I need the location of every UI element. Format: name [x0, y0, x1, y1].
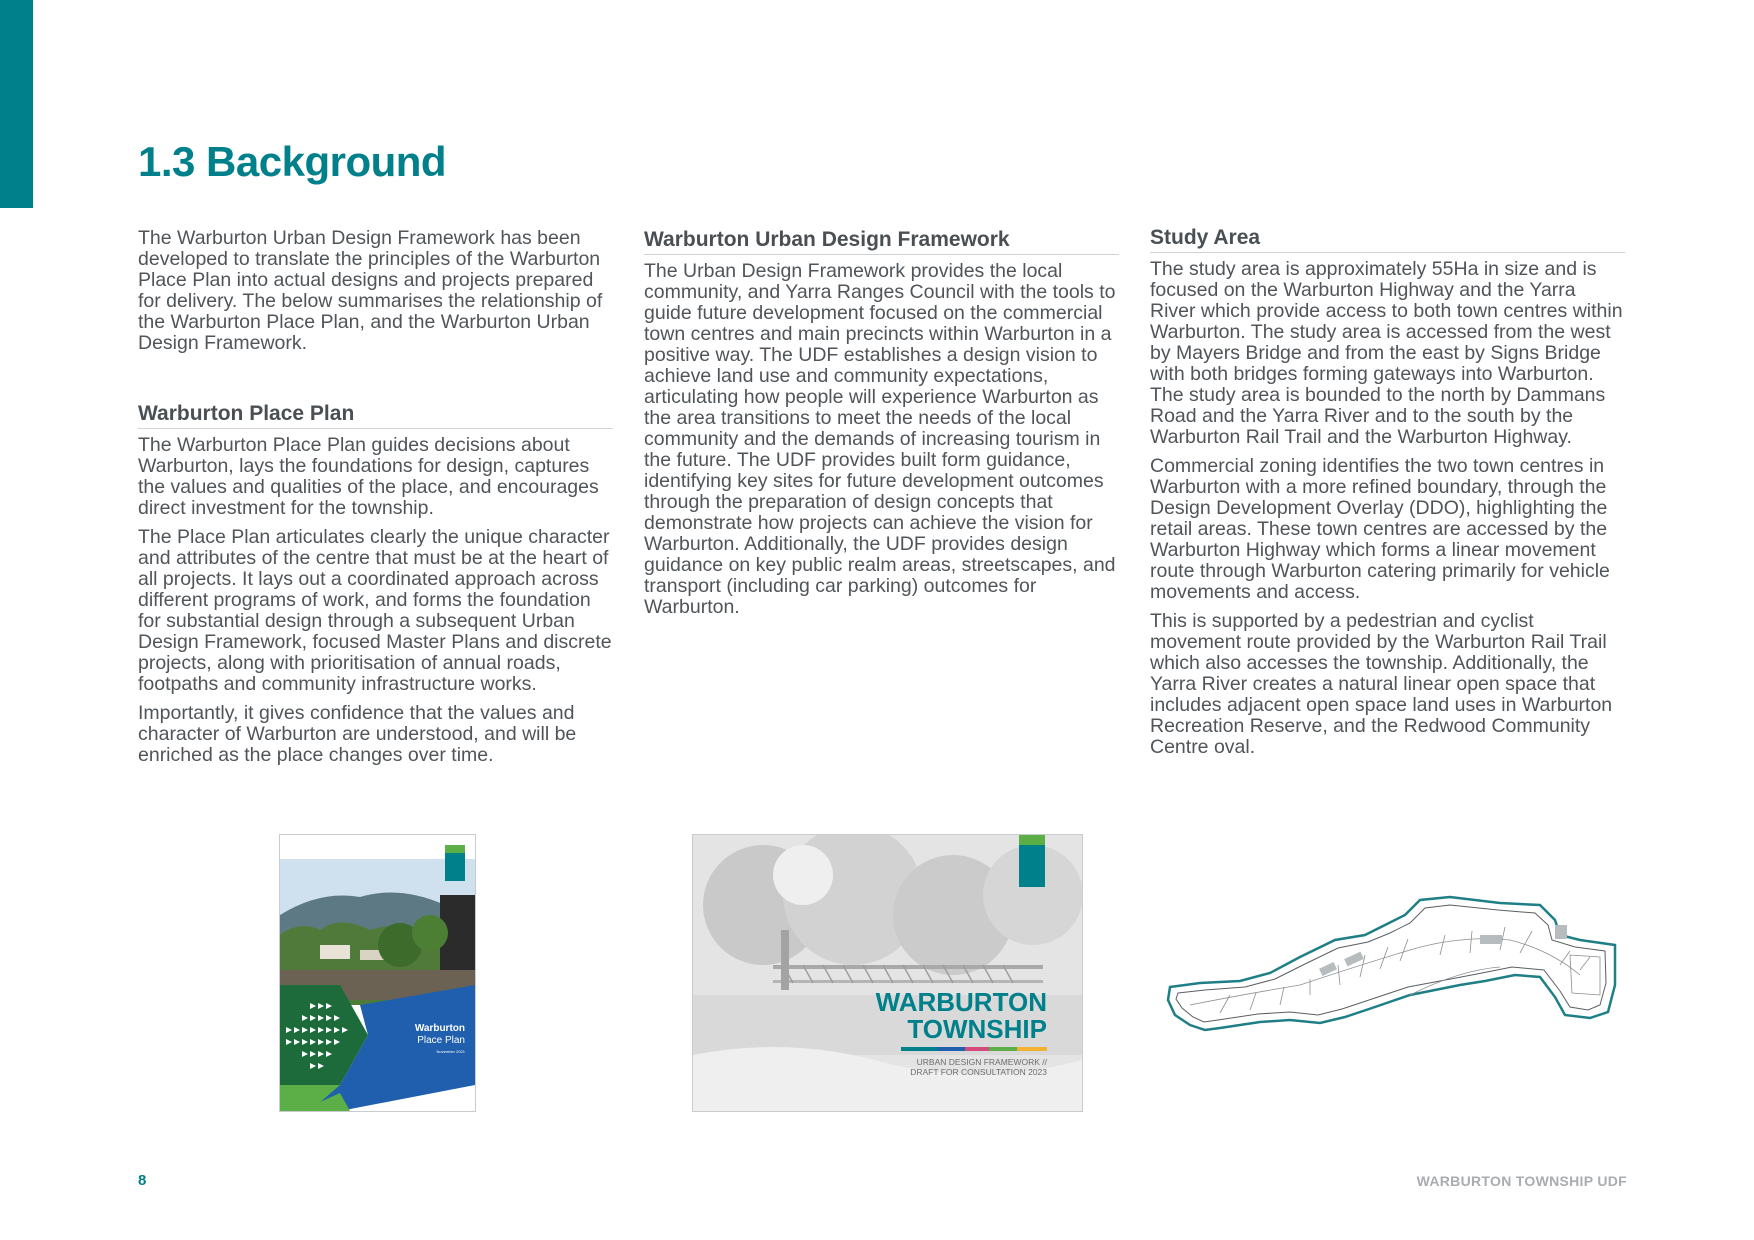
udf-cover-artwork [693, 835, 1082, 1111]
place-plan-paragraph-1: The Warburton Place Plan guides decisions about Warburton, lays the foundations for design, captures the values and qualities of the place, and encourages direct investment for the township. [138, 434, 599, 519]
page-title: 1.3 Background [138, 138, 447, 185]
place-plan-cover-image [279, 834, 476, 1112]
intro-paragraph: The Warburton Urban Design Framework has been developed to translate the principles of the Warburton Place Plan into actual designs and projects prepared for delivery. The below summarises the relationship of the Warburton Place Plan, and the Warburton Urban Design Framework. [138, 227, 603, 354]
udf-cover-title-1: WARBURTON [875, 987, 1047, 1017]
place-plan-cover-artwork [280, 835, 475, 1111]
place-plan-paragraph-3: Importantly, it gives confidence that the values and character of Warburton are understood, and will be enriched as the place changes over time. [138, 702, 577, 766]
study-area-paragraph-3: This is supported by a pedestrian and cyclist movement route provided by the Warburton Rail Trail which also accesses the township. Additionally, the Yarra River creates a natural linear open space that includes adjacent open space land uses in Warburton Recreation Reserve, and the Redwood Community Centre oval. [1150, 610, 1613, 758]
study-area-map [1160, 895, 1630, 1055]
study-area-boundary-diagram [1160, 895, 1630, 1055]
running-footer-title: WARBURTON TOWNSHIP UDF [1416, 1173, 1627, 1189]
column-udf [644, 228, 1119, 626]
place-plan-cover-title-1: Warburton [414, 1023, 465, 1034]
udf-cover-subtitle-2: DRAFT FOR CONSULTATION 2023 [910, 1067, 1047, 1077]
udf-cover-image [692, 834, 1083, 1112]
place-plan-paragraph-2: The Place Plan articulates clearly the unique character and attributes of the centre that must be at the heart of all projects. It lays out a coordinated approach across different programs of work, and forms the foundation for substantial design through a subsequent Urban Design Framework, focused Master Plans and discrete projects, along with prioritisation of annual roads, footpaths and community infrastructure works. [138, 526, 612, 695]
column-intro [138, 228, 613, 774]
study-area-paragraph-1: The study area is approximately 55Ha in size and is focused on the Warburton Highway and the Yarra River which provide access to both town centres within Warburton. The study area is accessed from the west by Mayers Bridge and from the east by Signs Bridge with both bridges forming gateways into Warburton. The study area is bounded to the north by Dammans Road and the Yarra River and to the south by the Warburton Rail Trail and the Warburton Highway. [1150, 258, 1623, 448]
page-number: 8 [138, 1172, 147, 1189]
study-area-heading: Study Area [1150, 226, 1625, 253]
study-area-paragraph-2: Commercial zoning identifies the two town centres in Warburton with a more refined boundary, through the Design Development Overlay (DDO), highlighting the retail areas. These town centres are accessed by the Warburton Highway which forms a linear movement route through Warburton catering primarily for vehicle movements and access. [1150, 455, 1610, 603]
column-study-area [1150, 226, 1625, 766]
place-plan-cover-title-2: Place Plan [417, 1035, 465, 1046]
udf-paragraph-1: The Urban Design Framework provides the local community, and Yarra Ranges Council with the tools to guide future development focused on the commercial town centres and main precincts within Warburton in a positive way. The UDF establishes a design vision to achieve land use and community expectations, articulating how people will experience Warburton as the area transitions to meet the needs of the local community and the demands of increasing tourism in the future. The UDF provides built form guidance, identifying key sites for future development outcomes through the preparation of design concepts that demonstrate how projects can achieve the vision for Warburton. Additionally, the UDF provides design guidance on key public realm areas, streetscapes, and transport (including car parking) outcomes for Warburton. [644, 260, 1116, 618]
place-plan-heading: Warburton Place Plan [138, 402, 613, 429]
place-plan-cover-date: November 2021 [436, 1049, 465, 1054]
udf-cover-title-2: TOWNSHIP [907, 1014, 1047, 1044]
udf-heading: Warburton Urban Design Framework [644, 228, 1119, 255]
study-area-outline [1168, 897, 1615, 1030]
section-tab-marker [0, 0, 33, 208]
udf-cover-subtitle-1: URBAN DESIGN FRAMEWORK // [916, 1057, 1047, 1067]
